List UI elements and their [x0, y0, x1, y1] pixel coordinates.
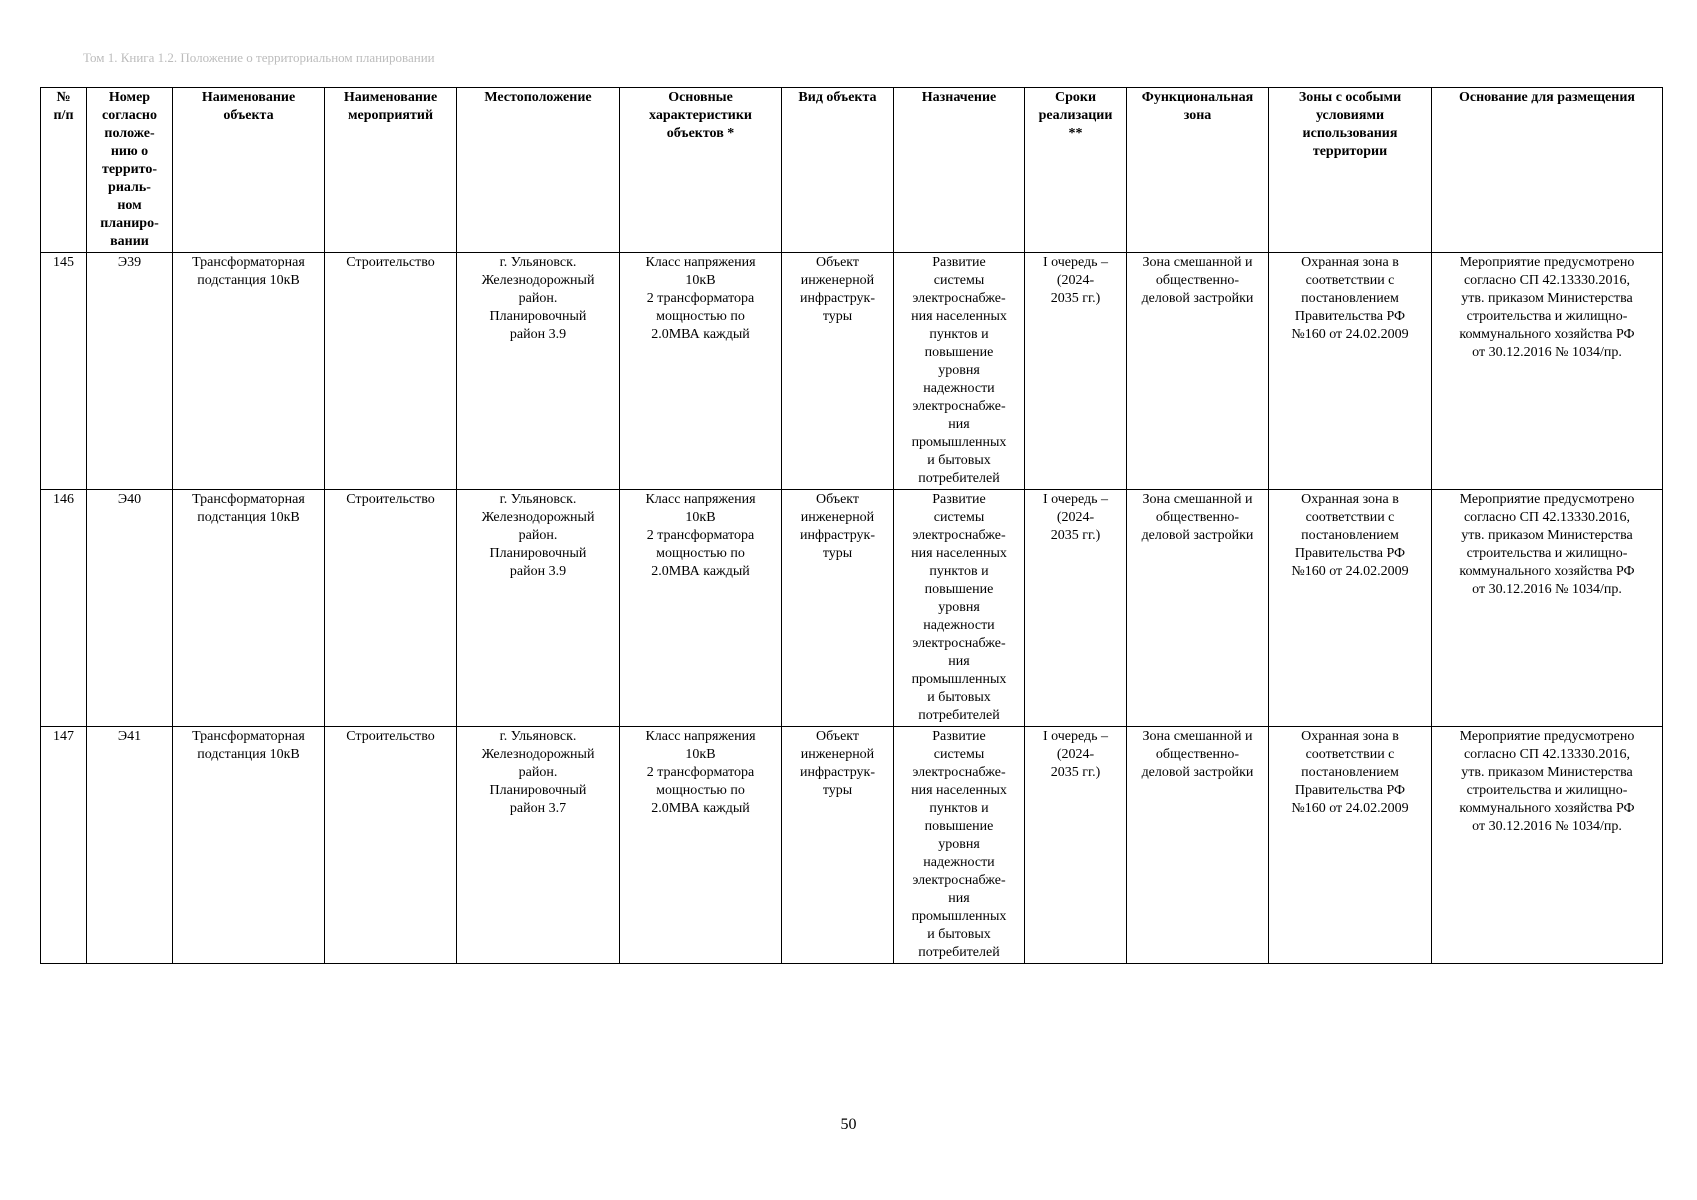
- cell-location: г. Ульяновск. Железнодорожный район. Планировочный район 3.9: [457, 253, 620, 490]
- objects-table: [40, 87, 1663, 964]
- cell-object-name: Трансформаторная подстанция 10кВ: [173, 253, 325, 490]
- cell-num: 145: [41, 253, 87, 490]
- cell-timeframe: I очередь – (2024- 2035 гг.): [1025, 253, 1127, 490]
- cell-timeframe: I очередь – (2024- 2035 гг.): [1025, 490, 1127, 727]
- cell-object-name: Трансформаторная подстанция 10кВ: [173, 727, 325, 964]
- cell-activity: Строительство: [325, 253, 457, 490]
- table-row: [41, 727, 1663, 964]
- header-num: № п/п: [41, 88, 87, 253]
- running-head: Том 1. Книга 1.2. Положение о территориальном планировании: [83, 50, 435, 65]
- cell-num: 146: [41, 490, 87, 727]
- cell-object-type: Объект инженерной инфраструк- туры: [782, 727, 894, 964]
- header-object-type: Вид объекта: [782, 88, 894, 253]
- table-header-row: [41, 88, 1663, 253]
- cell-basis: Мероприятие предусмотрено согласно СП 42.13330.2016, утв. приказом Министерства строительства и жилищно- коммунального хозяйства РФ от 30.12.2016 № 1034/пр.: [1432, 253, 1663, 490]
- table-row: [41, 253, 1663, 490]
- cell-object-type: Объект инженерной инфраструк- туры: [782, 253, 894, 490]
- header-timeframe: Сроки реализации **: [1025, 88, 1127, 253]
- cell-basis: Мероприятие предусмотрено согласно СП 42.13330.2016, утв. приказом Министерства строительства и жилищно- коммунального хозяйства РФ от 30.12.2016 № 1034/пр.: [1432, 490, 1663, 727]
- cell-object-name: Трансформаторная подстанция 10кВ: [173, 490, 325, 727]
- header-zone: Функциональная зона: [1127, 88, 1269, 253]
- table-row: [41, 490, 1663, 727]
- cell-characteristics: Класс напряжения 10кВ 2 трансформатора мощностью по 2.0МВА каждый: [620, 490, 782, 727]
- cell-purpose: Развитие системы электроснабже- ния населенных пунктов и повышение уровня надежности электроснабже- ния промышленных и бытовых потребителей: [894, 490, 1025, 727]
- cell-timeframe: I очередь – (2024- 2035 гг.): [1025, 727, 1127, 964]
- header-code: Номер согласно положе- нию о террито- риаль- ном планиро- вании: [87, 88, 173, 253]
- cell-special-zone: Охранная зона в соответствии с постановлением Правительства РФ №160 от 24.02.2009: [1269, 253, 1432, 490]
- cell-code: Э40: [87, 490, 173, 727]
- header-special-zone: Зоны с особыми условиями использования территории: [1269, 88, 1432, 253]
- cell-object-type: Объект инженерной инфраструк- туры: [782, 490, 894, 727]
- header-object-name: Наименование объекта: [173, 88, 325, 253]
- cell-characteristics: Класс напряжения 10кВ 2 трансформатора мощностью по 2.0МВА каждый: [620, 727, 782, 964]
- header-basis: Основание для размещения: [1432, 88, 1663, 253]
- cell-zone: Зона смешанной и общественно- деловой застройки: [1127, 253, 1269, 490]
- page-number: 50: [840, 1116, 857, 1133]
- cell-basis: Мероприятие предусмотрено согласно СП 42.13330.2016, утв. приказом Министерства строительства и жилищно- коммунального хозяйства РФ от 30.12.2016 № 1034/пр.: [1432, 727, 1663, 964]
- cell-activity: Строительство: [325, 727, 457, 964]
- header-characteristics: Основные характеристики объектов *: [620, 88, 782, 253]
- cell-code: Э39: [87, 253, 173, 490]
- cell-special-zone: Охранная зона в соответствии с постановлением Правительства РФ №160 от 24.02.2009: [1269, 727, 1432, 964]
- cell-code: Э41: [87, 727, 173, 964]
- header-purpose: Назначение: [894, 88, 1025, 253]
- cell-zone: Зона смешанной и общественно- деловой застройки: [1127, 490, 1269, 727]
- header-location: Местоположение: [457, 88, 620, 253]
- cell-location: г. Ульяновск. Железнодорожный район. Планировочный район 3.7: [457, 727, 620, 964]
- cell-characteristics: Класс напряжения 10кВ 2 трансформатора мощностью по 2.0МВА каждый: [620, 253, 782, 490]
- cell-location: г. Ульяновск. Железнодорожный район. Планировочный район 3.9: [457, 490, 620, 727]
- cell-activity: Строительство: [325, 490, 457, 727]
- header-activity: Наименование мероприятий: [325, 88, 457, 253]
- cell-zone: Зона смешанной и общественно- деловой застройки: [1127, 727, 1269, 964]
- cell-purpose: Развитие системы электроснабже- ния населенных пунктов и повышение уровня надежности электроснабже- ния промышленных и бытовых потребителей: [894, 727, 1025, 964]
- cell-special-zone: Охранная зона в соответствии с постановлением Правительства РФ №160 от 24.02.2009: [1269, 490, 1432, 727]
- cell-num: 147: [41, 727, 87, 964]
- cell-purpose: Развитие системы электроснабже- ния населенных пунктов и повышение уровня надежности электроснабже- ния промышленных и бытовых потребителей: [894, 253, 1025, 490]
